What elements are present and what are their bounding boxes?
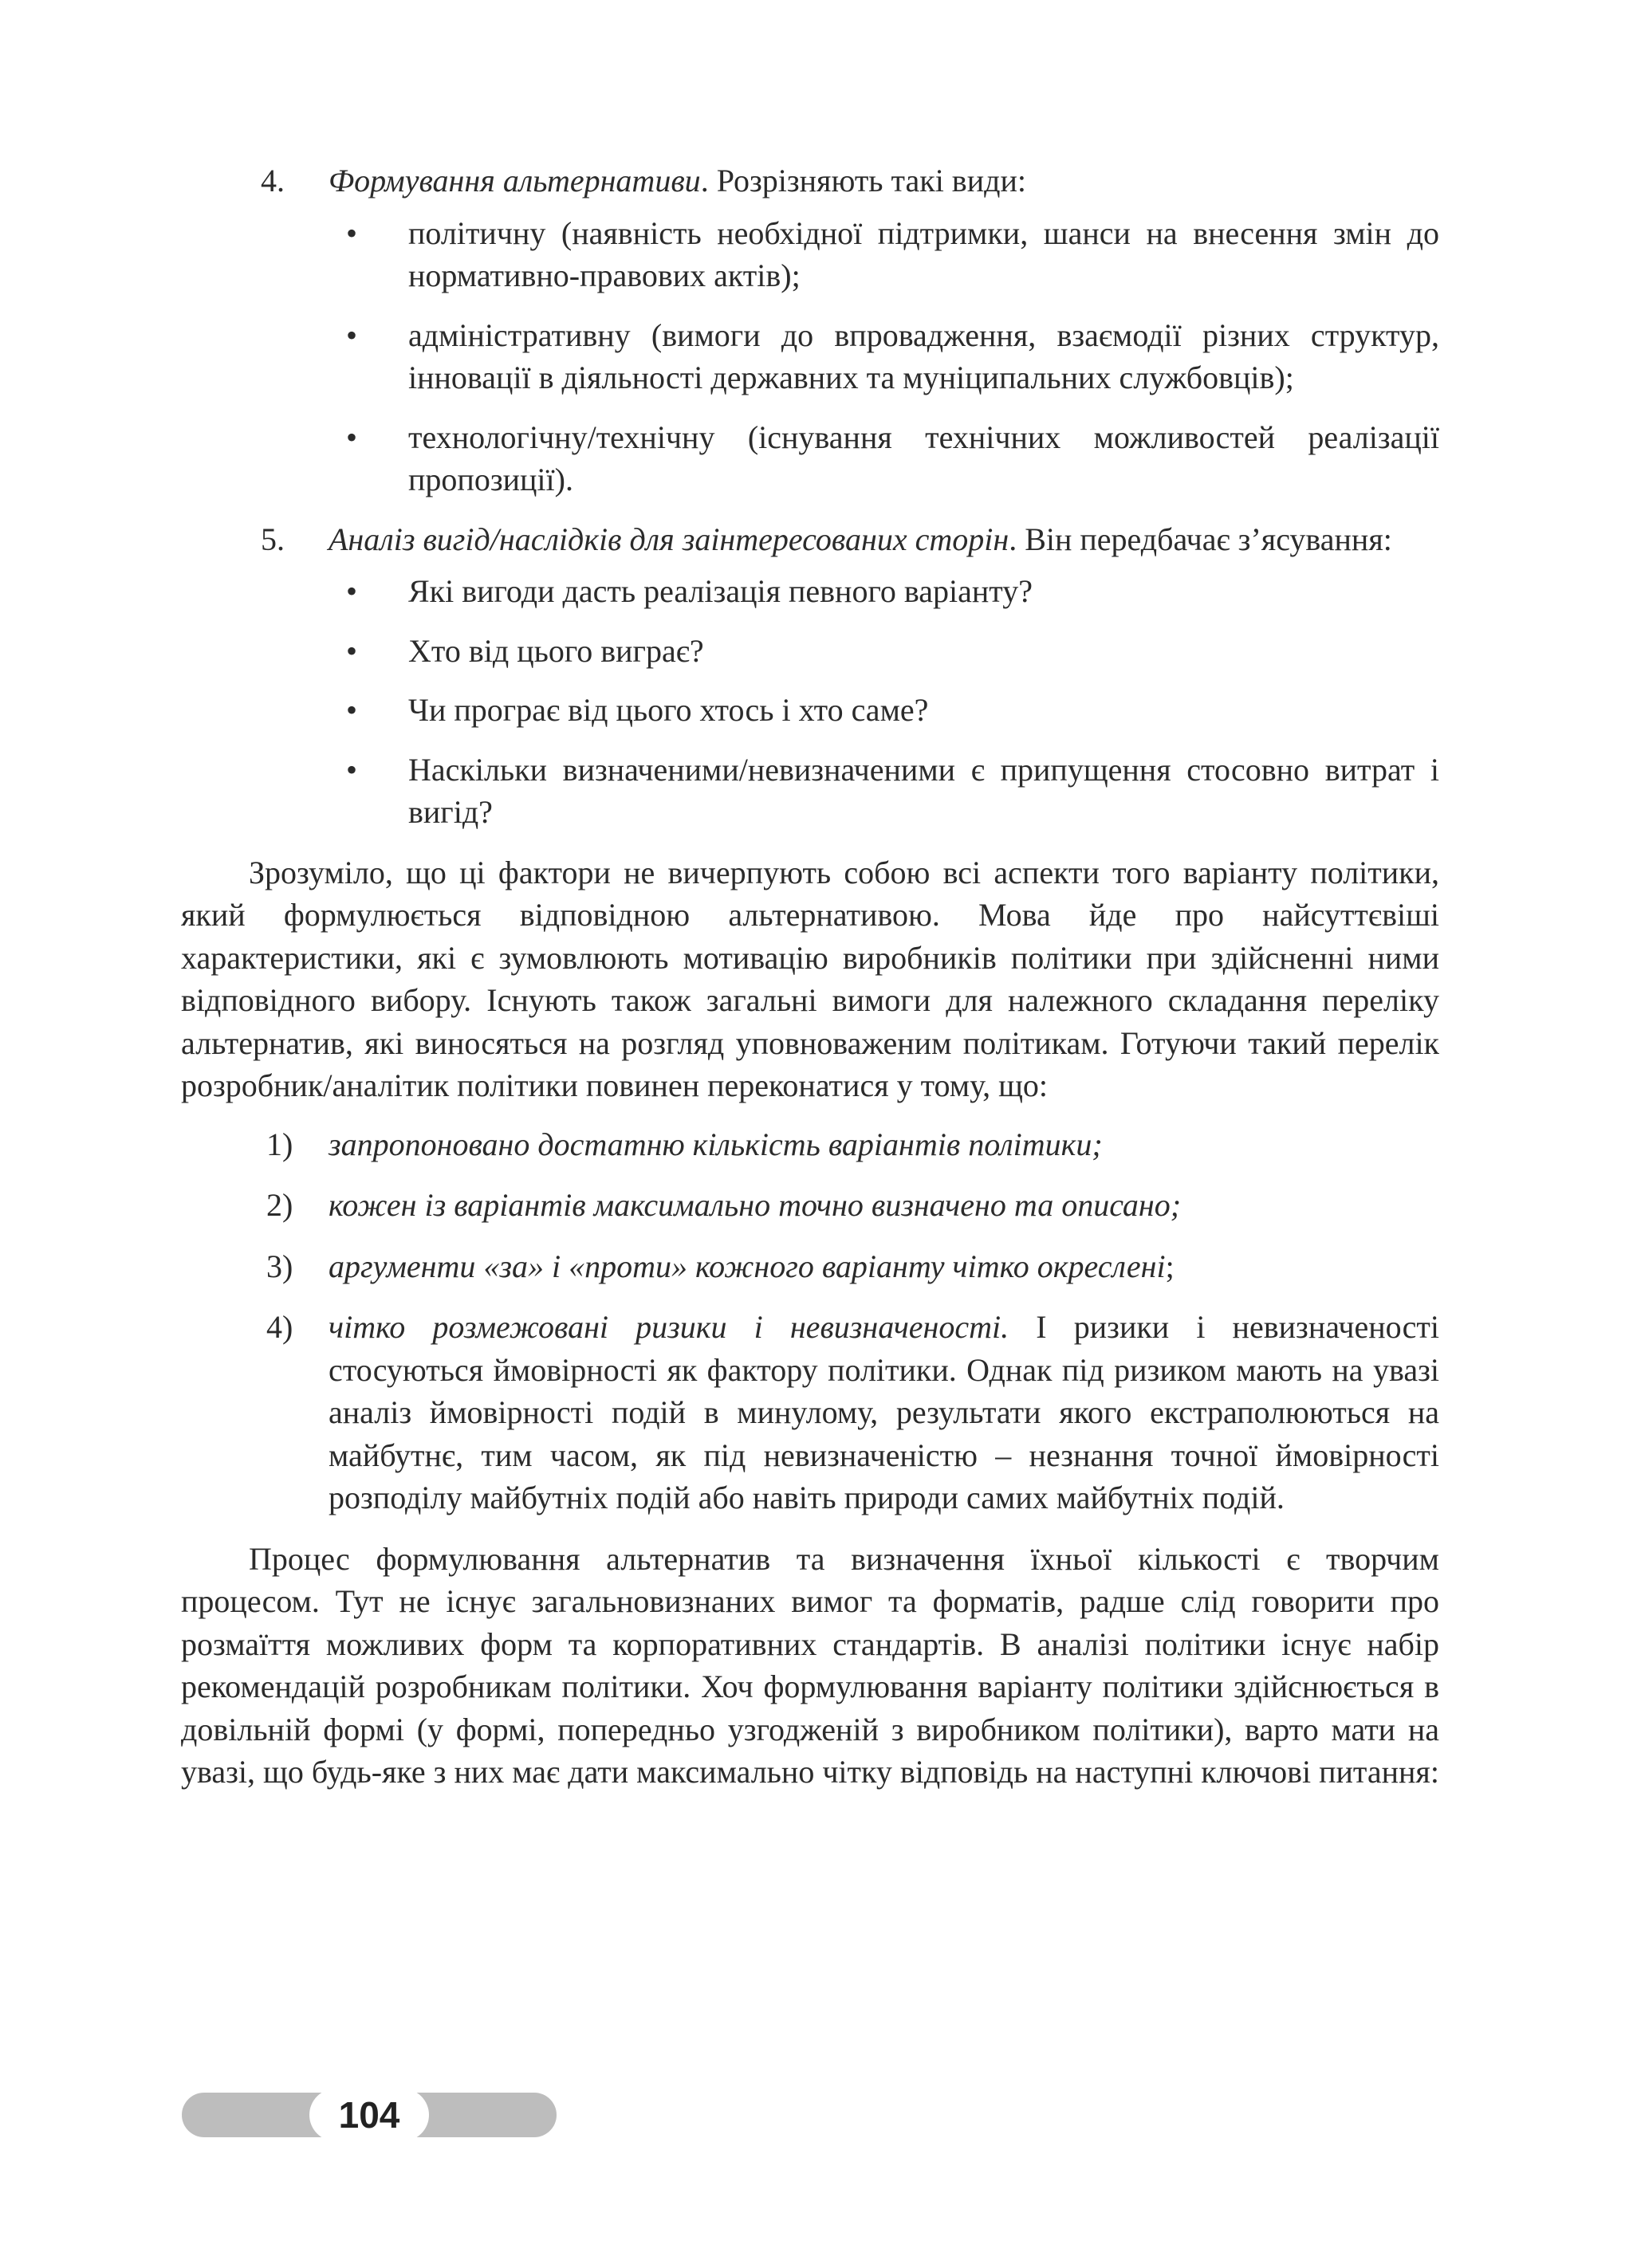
bullet-item: [181, 416, 1439, 501]
list-item-5: [181, 518, 1439, 561]
numbered-item: [181, 1123, 1439, 1166]
item-number: 4.: [261, 163, 285, 198]
item-text: І ризики і невизначеності стосуються ймовірності як фактору політики. Однак під ризиком мають на увазі аналіз ймовірності подій в минулому, результати якого екстраполюються на майбутнє, тим часом, як під невизначеністю – незнання точної ймовірності розподілу майбутніх подій або навіть природи самих майбутніх подій.: [329, 1309, 1439, 1515]
bullet-icon: •: [346, 692, 358, 728]
numbered-list: [181, 1123, 1439, 1519]
bullet-icon: •: [346, 419, 358, 455]
bullet-icon: •: [346, 316, 358, 353]
bullet-icon: •: [346, 214, 358, 251]
item-number: 1): [266, 1126, 293, 1162]
numbered-item: [181, 1184, 1439, 1227]
bullet-item: [181, 570, 1439, 613]
item-number: 4): [266, 1309, 293, 1345]
item-italic-text: запропоновано достатню кількість варіантів політики;: [329, 1126, 1103, 1162]
paragraph: Зрозуміло, що ці фактори не вичерпують собою всі аспекти того варіанту політики, який формулюється відповідною альтернативою. Мова йде про найсуттєвіші характеристики, які є зумовлюють мотивацію виробників політики при здійсненні ними відповідного вибору. Існують також загальні вимоги для належного складання переліку альтернатив, які виносяться на розгляд уповноваженим політикам. Готуючи такий перелік розробник/аналітик політики повинен переконатися у тому, що:: [181, 854, 1439, 1103]
item-number: 5.: [261, 521, 285, 557]
bullet-icon: •: [346, 573, 358, 609]
numbered-item: [181, 1306, 1439, 1519]
item-italic-text: чітко розмежовані ризики і невизначеності.: [329, 1309, 1009, 1345]
item-lead-italic: Формування альтернативи: [329, 163, 701, 198]
bullet-text: технологічну/технічну (існування технічних можливостей реалізації пропозиції).: [408, 419, 1439, 497]
bullet-item: [181, 630, 1439, 673]
paragraph: Процес формулювання альтернатив та визначення їхньої кількості є творчим процесом. Тут не існує загальновизнаних вимог та форматів, радше слід говорити про розмаїття можливих форм та корпоративних стандартів. В аналізі політики існує набір рекомендацій розробникам політики. Хоч формулювання варіанту політики здійснюється в довільній формі (у формі, попередньо узгодженій з виробником політики), варто мати на увазі, що будь-яке з них має дати максимально чітку відповідь на наступні ключові питання:: [181, 1540, 1439, 1790]
bullet-item: [181, 749, 1439, 834]
item-number: 2): [266, 1187, 293, 1223]
bullet-text: Чи програє від цього хтось і хто саме?: [408, 692, 929, 728]
page-content: [181, 159, 1439, 1805]
bullet-text: адміністративну (вимоги до впровадження, взаємодії різних структур, інновації в діяльності державних та муніципальних службовців);: [408, 316, 1439, 395]
item-text: . Розрізняють такі види:: [700, 163, 1026, 198]
page-number: 104: [338, 2094, 400, 2136]
item-lead-italic: Аналіз вигід/наслідків для заінтересованих сторін: [329, 521, 1009, 557]
bullet-item: [181, 689, 1439, 732]
bullet-icon: •: [346, 751, 358, 788]
bullet-list-4: [181, 212, 1439, 501]
item-italic-text: аргументи «за» і «проти» кожного варіанту чітко окреслені: [329, 1248, 1166, 1284]
item-text: . Він передбачає з’ясування:: [1009, 521, 1392, 557]
item-italic-text: кожен із варіантів максимально точно визначено та описано;: [329, 1187, 1182, 1223]
bullet-text: Хто від цього виграє?: [408, 632, 704, 669]
bullet-item: [181, 314, 1439, 399]
item-text: ;: [1165, 1248, 1175, 1284]
bullet-list-5: [181, 570, 1439, 834]
item-number: 3): [266, 1248, 293, 1284]
bullet-text: Які вигоди дасть реалізація певного варіанту?: [408, 573, 1033, 609]
numbered-item: [181, 1245, 1439, 1288]
list-item-4: [181, 159, 1439, 202]
bullet-item: [181, 212, 1439, 297]
bullet-icon: •: [346, 632, 358, 669]
bullet-text: Наскільки визначеними/невизначеними є припущення стосовно витрат і вигід?: [408, 751, 1439, 830]
bullet-text: політичну (наявність необхідної підтримки, шанси на внесення змін до нормативно-правових актів);: [408, 214, 1439, 293]
